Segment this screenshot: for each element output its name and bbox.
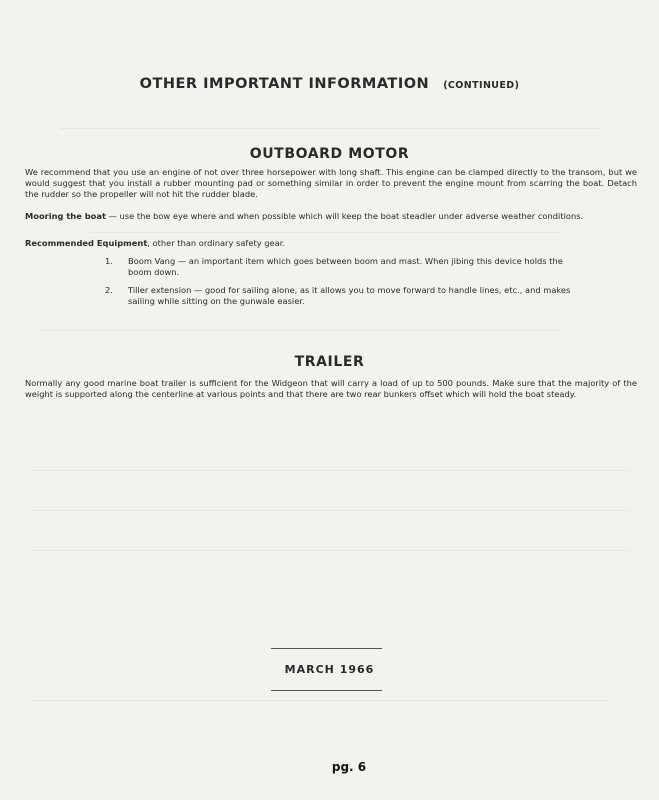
- bleed-through-line: [60, 128, 600, 129]
- title-text: OTHER IMPORTANT INFORMATION: [139, 76, 430, 92]
- document-date: MARCH 1966: [284, 663, 375, 676]
- title-continued: (CONTINUED): [443, 80, 520, 91]
- mooring-paragraph: [25, 211, 637, 222]
- divider-top: [271, 648, 382, 649]
- equipment-label: Recommended Equipment: [25, 238, 148, 248]
- page-number: pg. 6: [331, 760, 367, 774]
- list-item-text: Tiller extension — good for sailing alone, as it allows you to move forward to handle lines, etc., and makes sailing while sitting on the gunwale easier.: [128, 285, 571, 306]
- bleed-through-line: [30, 700, 610, 701]
- bleed-through-line: [90, 232, 560, 233]
- trailer-paragraph: Normally any good marine boat trailer is sufficient for the Widgeon that will carry a load of up to 500 pounds. Make sure that the majority of the weight is supported along the centerline at various points and that there are two rear bunkers offset which will hold the boat steady.: [25, 378, 637, 399]
- trailer-heading: TRAILER: [294, 354, 365, 370]
- equipment-paragraph: [25, 238, 637, 249]
- bleed-through-line: [40, 330, 560, 331]
- page-title: [0, 76, 659, 92]
- divider-bottom: [271, 690, 382, 691]
- mooring-text: — use the bow eye where and when possible which will keep the boat steadier under adverse weather conditions.: [105, 211, 584, 221]
- list-item: [0, 285, 659, 309]
- mooring-label: Mooring the boat: [25, 211, 106, 221]
- list-item-text: Boom Vang — an important item which goes between boom and mast. When jibing this device holds the boom down.: [128, 256, 563, 277]
- list-item-number: 2.: [105, 285, 113, 295]
- outboard-heading: OUTBOARD MOTOR: [249, 146, 410, 162]
- bleed-through-line: [30, 510, 630, 511]
- outboard-paragraph: We recommend that you use an engine of not over three horsepower with long shaft. This engine can be clamped directly to the transom, but we would suggest that you install a rubber mounting pad or something similar in order to prevent the engine mount from scarring the boat. Detach the rudder so the propeller will not hit the rudder blade.: [25, 167, 637, 199]
- bleed-through-line: [30, 470, 630, 471]
- equipment-text: , other than ordinary safety gear.: [147, 238, 285, 248]
- list-item-number: 1.: [105, 256, 113, 266]
- list-item: [0, 256, 659, 280]
- bleed-through-line: [30, 550, 630, 551]
